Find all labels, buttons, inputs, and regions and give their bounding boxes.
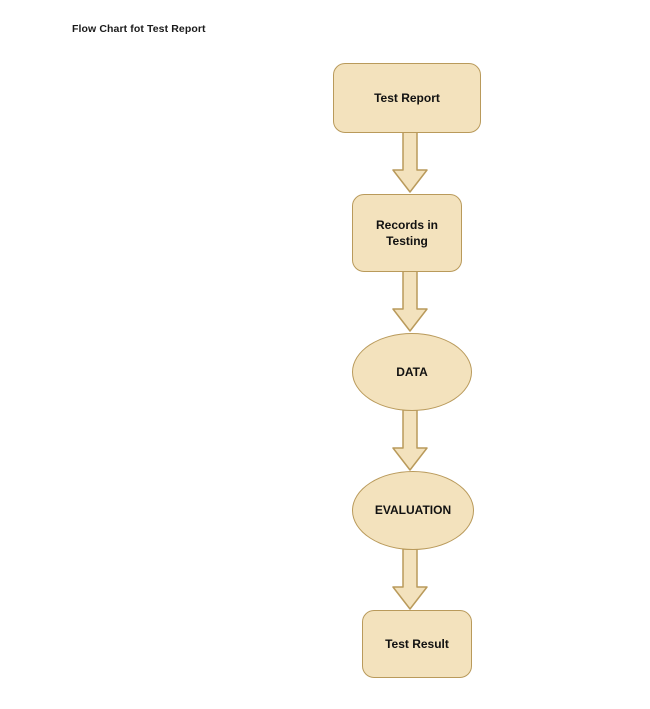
node-evaluation[interactable] [352,471,474,550]
arrow-records-to-data [390,271,430,333]
node-evaluation-label: EVALUATION [374,503,452,518]
node-test-report-label: Test Report [374,90,440,105]
node-test-result-label: Test Result [385,636,449,651]
node-records-in-testing-label: Records in Testing [375,217,438,248]
node-test-report[interactable] [333,63,481,133]
node-data-label: DATA [396,364,428,379]
node-test-result[interactable] [362,610,472,678]
arrow-test-report-to-records [390,132,430,194]
node-data[interactable] [352,333,472,411]
arrow-data-to-evaluation [390,410,430,472]
node-records-in-testing[interactable] [352,194,462,272]
chart-title: Flow Chart fot Test Report [72,23,206,35]
arrow-evaluation-to-test-result [390,549,430,611]
